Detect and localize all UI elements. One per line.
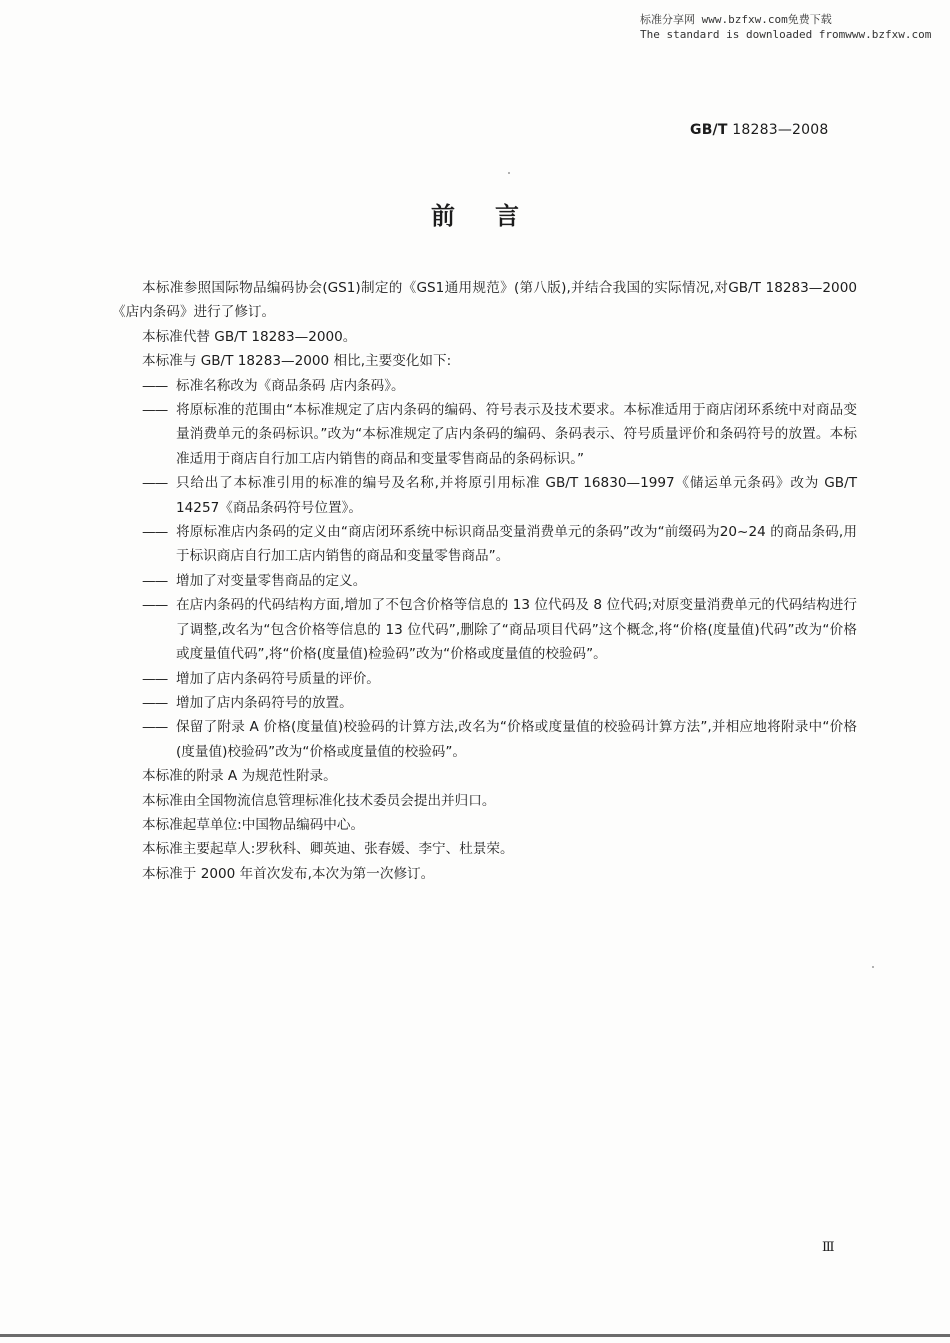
scan-speck [508, 172, 510, 174]
standard-number: 18283—2008 [732, 122, 829, 138]
paragraph-drafters: 本标准主要起草人:罗秋科、卿英迪、张春媛、李宁、杜景荣。 [142, 841, 514, 858]
paragraph-history: 本标准于 2000 年首次发布,本次为第一次修订。 [142, 865, 435, 882]
paragraph-drafting-unit: 本标准起草单位:中国物品编码中心。 [142, 816, 365, 833]
change-item [112, 569, 857, 593]
change-item [112, 593, 857, 666]
change-item [112, 374, 857, 398]
dash-marker: —— [142, 670, 168, 687]
watermark-line-2: The standard is downloaded fromwww.bzfxw.com [640, 28, 932, 41]
change-item-text: 标准名称改为《商品条码 店内条码》。 [176, 377, 405, 394]
scan-edge-line [0, 1334, 950, 1337]
paragraph-changes-intro: 本标准与 GB/T 18283—2000 相比,主要变化如下: [142, 353, 452, 370]
dash-marker: —— [142, 572, 168, 589]
change-item [112, 715, 857, 764]
change-item [112, 471, 857, 520]
page-title: 前言 [431, 202, 559, 230]
paragraph-replaces: 本标准代替 GB/T 18283—2000。 [142, 328, 357, 345]
standard-code [690, 122, 860, 138]
standard-prefix: GB/T [690, 122, 728, 138]
watermark-line-1: 标准分享网 www.bzfxw.com免费下载 [640, 13, 832, 26]
dash-marker: —— [142, 402, 168, 419]
change-item [112, 398, 857, 471]
dash-marker: —— [142, 719, 168, 736]
change-item-text: 将原标准的范围由“本标准规定了店内条码的编码、符号表示及技术要求。本标准适用于商店闭环系统中对商品变量消费单元的条码标识。”改为“本标准规定了店内条码的编码、条码表示、符号质量评价和条码符号的放置。本标准适用于商店自行加工店内销售的商品和变量零售商品的条码标识。” [176, 402, 857, 467]
change-item [112, 691, 857, 715]
paragraph-annex: 本标准的附录 A 为规范性附录。 [142, 768, 337, 785]
paragraph-reference: 本标准参照国际物品编码协会(GS1)制定的《GS1通用规范》(第八版),并结合我国的实际情况,对GB/T 18283—2000《店内条码》进行了修订。 [112, 280, 857, 321]
page-number: Ⅲ [822, 1240, 834, 1255]
change-item-text: 保留了附录 A 价格(度量值)校验码的计算方法,改名为“价格或度量值的校验码计算方法”,并相应地将附录中“价格(度量值)校验码”改为“价格或度量值的校验码”。 [176, 719, 857, 760]
foreword-body [112, 276, 857, 886]
dash-marker: —— [142, 597, 168, 614]
dash-marker: —— [142, 524, 168, 541]
watermark [640, 12, 940, 42]
paragraph-proposer: 本标准由全国物流信息管理标准化技术委员会提出并归口。 [142, 792, 496, 809]
dash-marker: —— [142, 377, 168, 394]
change-item-text: 只给出了本标准引用的标准的编号及名称,并将原引用标准 GB/T 16830—1997《储运单元条码》改为 GB/T 14257《商品条码符号位置》。 [176, 475, 857, 516]
change-item [112, 520, 857, 569]
change-item-text: 将原标准店内条码的定义由“商店闭环系统中标识商品变量消费单元的条码”改为“前缀码为20~24 的商品条码,用于标识商店自行加工店内销售的商品和变量零售商品”。 [176, 524, 857, 565]
change-item-text: 增加了店内条码符号质量的评价。 [176, 670, 380, 687]
change-item-text: 增加了店内条码符号的放置。 [176, 694, 353, 711]
change-item-text: 增加了对变量零售商品的定义。 [176, 572, 367, 589]
change-item-text: 在店内条码的代码结构方面,增加了不包含价格等信息的 13 位代码及 8 位代码;对原变量消费单元的代码结构进行了调整,改名为“包含价格等信息的 13 位代码”,删除了“商品项目代码”这个概念,将“价格(度量值)代码”改为“价格或度量值代码”,将“价格(度量值)检验码”改为“价格或度量值的校验码”。 [176, 597, 857, 663]
dash-marker: —— [142, 475, 168, 492]
change-item [112, 667, 857, 691]
dash-marker: —— [142, 694, 168, 711]
scan-speck [872, 966, 874, 968]
